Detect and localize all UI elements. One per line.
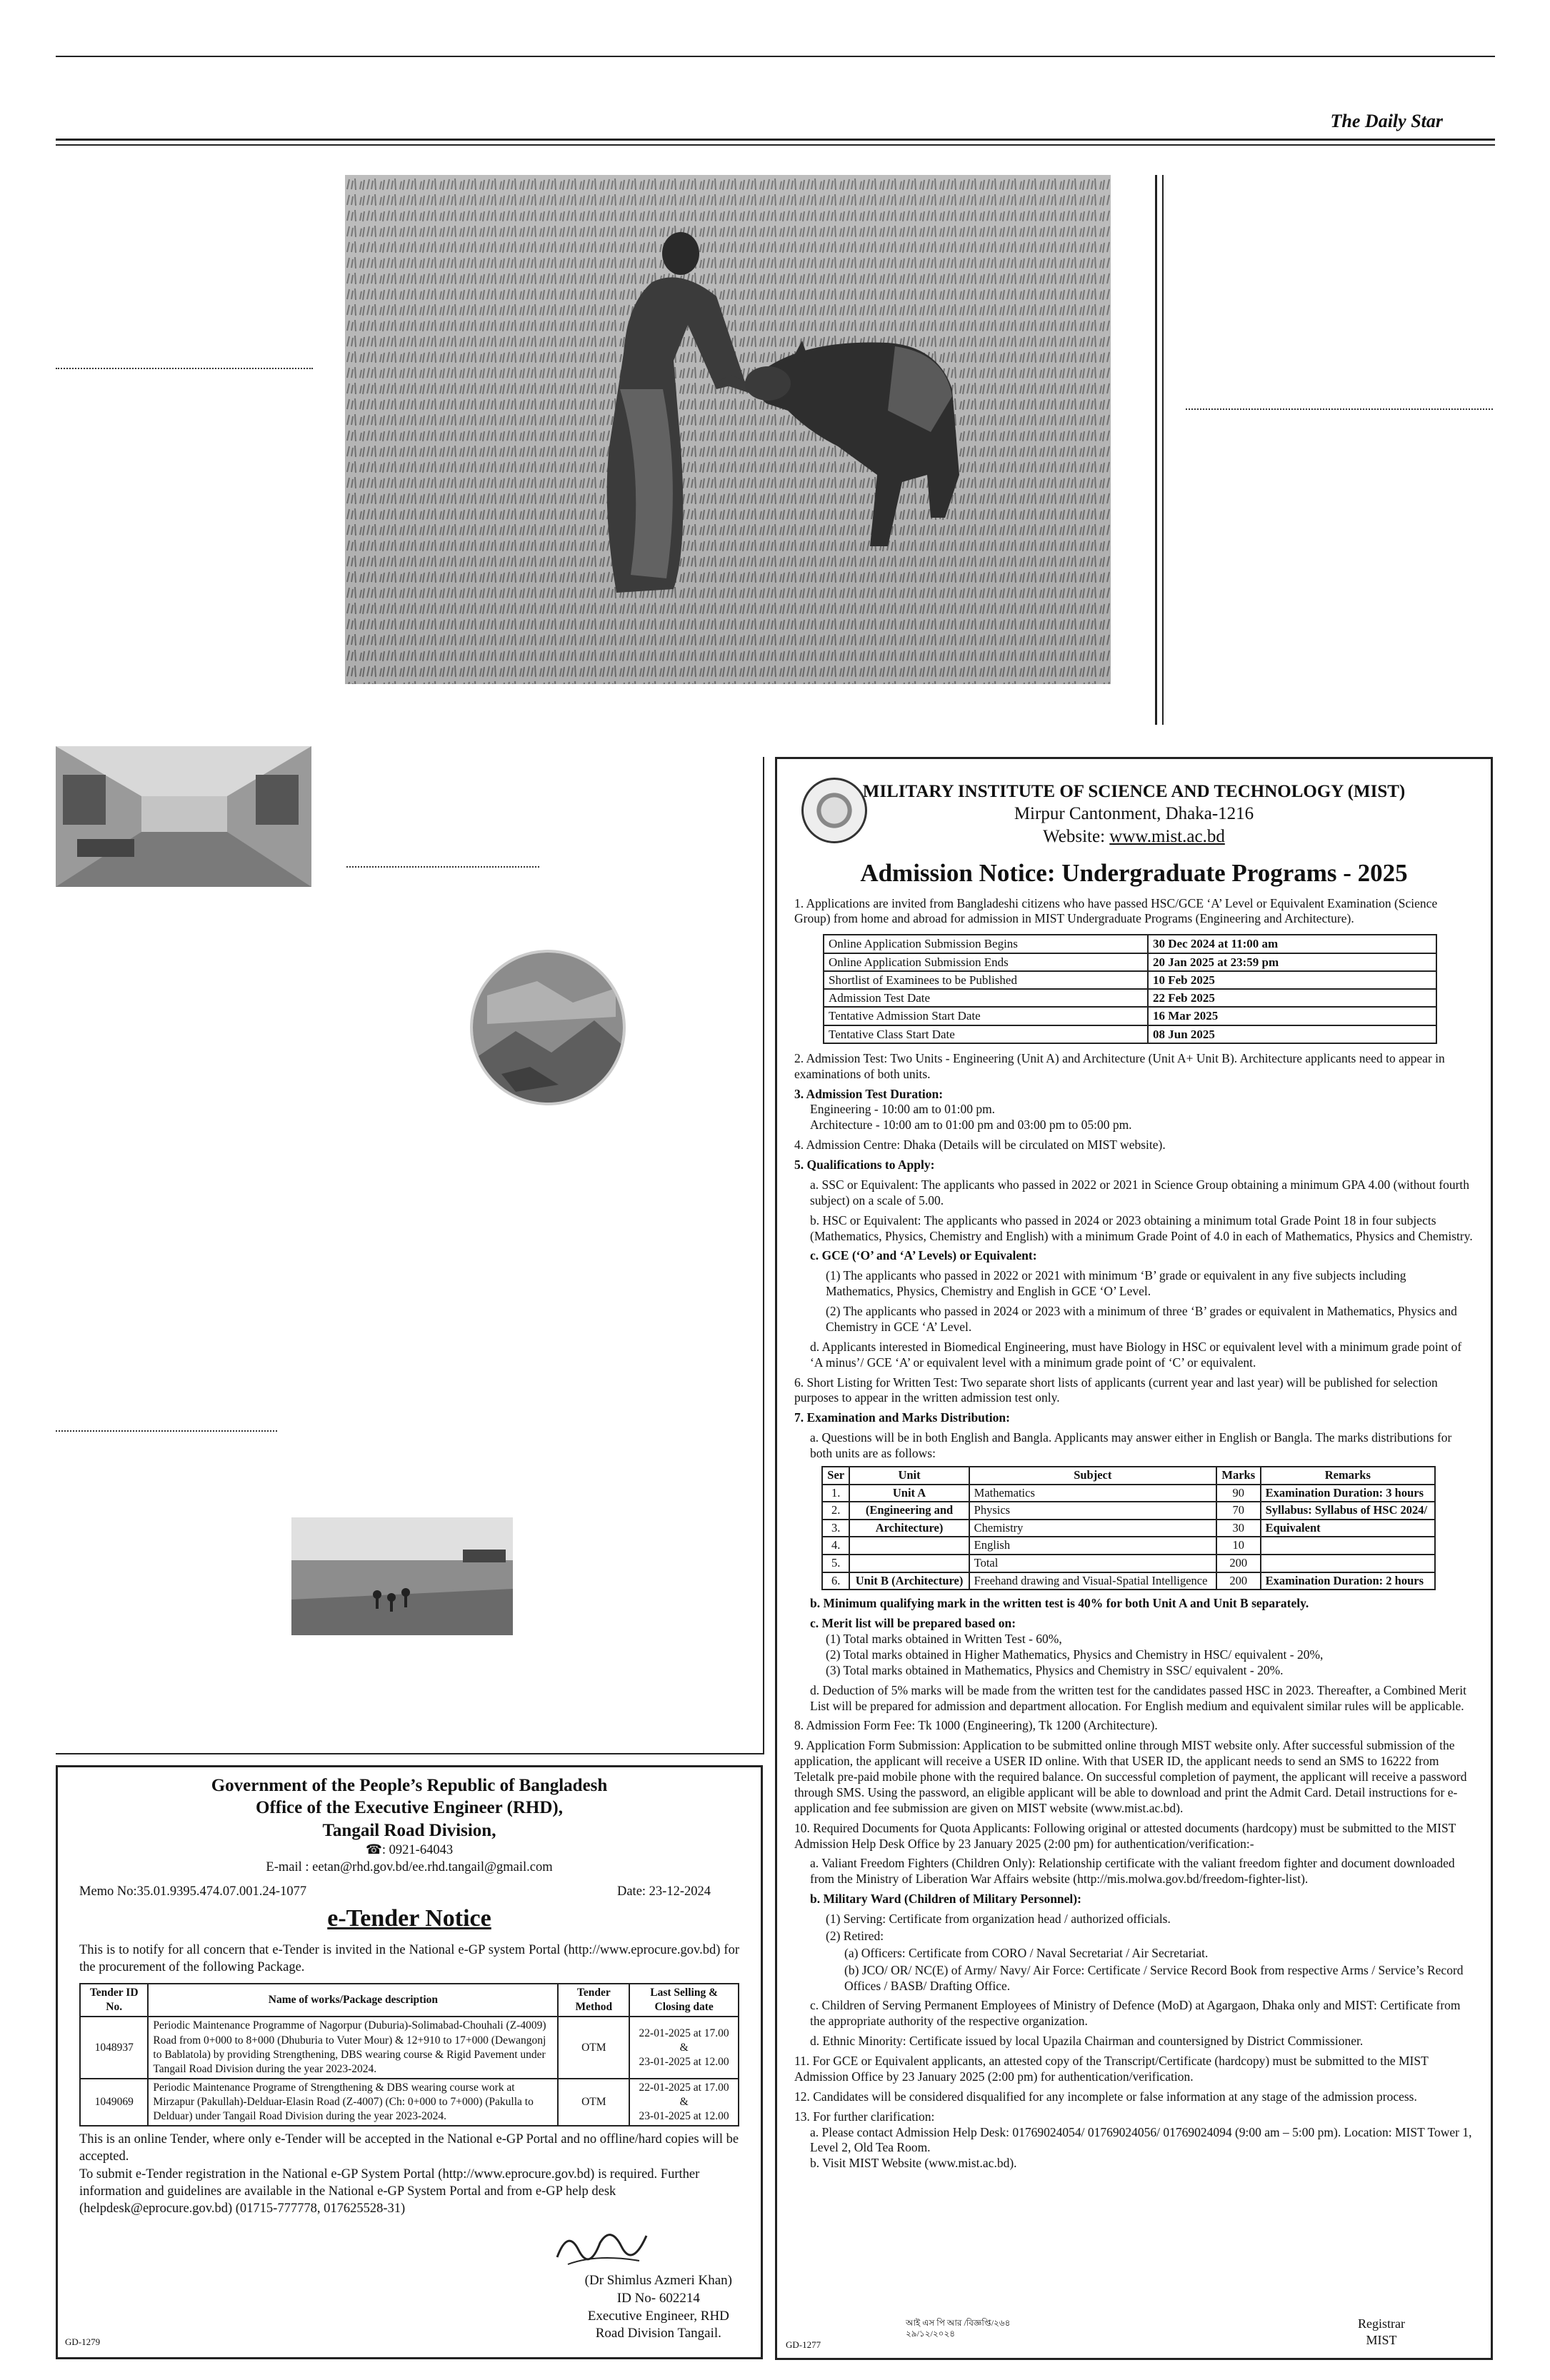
photo-river-bank (291, 1517, 513, 1635)
mist-p11: 11. For GCE or Equivalent applicants, an attested copy of the Transcript/Certificate (hardcopy) must be submitted to the MIST Admission Office by 23 January 2025 (2:00 pm) for authentication/verification. (794, 2054, 1429, 2084)
marks-header-cell: Marks (1216, 1467, 1261, 1485)
photo-round-ruins (470, 950, 626, 1105)
marks-row (822, 1520, 1435, 1537)
marks-cell: Examination Duration: 3 hours (1261, 1485, 1435, 1502)
mist-p9: 9. Application Form Submission: Application to be submitted online through MIST website only. After successful submission of the application, the applicant will receive a USER ID online. With that USER ID, the applicant needs to send an SMS to 16222 from Teletalk pre-paid mobile phone with the required balance. On successful completion of payment, the applicant will receive a password through SMS. Using the password, an eligible applicant will be able to download and print the Admit Card. Detail instructions for e-application and fee submission are given on MIST website (www.mist.ac.bd). (794, 1738, 1467, 1815)
mist-heading: Admission Notice: Undergraduate Programs - 2025 (860, 858, 1408, 887)
mist-p12: 12. Candidates will be considered disqualified for any incomplete or false information at any stage of the admission process. (794, 2089, 1417, 2104)
schedule-event: Tentative Class Start Date (824, 1025, 1148, 1043)
marks-cell: Architecture) (849, 1520, 969, 1537)
tender-closing-date: 22-01-2025 at 17.00 & 23-01-2025 at 12.00 (629, 2079, 739, 2126)
photo-hospital-corridor (56, 746, 311, 887)
mist-marks-table (821, 1466, 1436, 1590)
schedule-date: 16 Mar 2025 (1148, 1007, 1436, 1025)
mist-p5: 5. Qualifications to Apply: (794, 1158, 935, 1172)
schedule-row (824, 971, 1436, 989)
marks-cell: 1. (822, 1485, 849, 1502)
tender-memo-line (79, 1883, 739, 1900)
marks-row (822, 1555, 1435, 1572)
marks-cell: Mathematics (969, 1485, 1216, 1502)
mist-p7c: c. Merit list will be prepared based on: (810, 1616, 1016, 1631)
schedule-event: Tentative Admission Start Date (824, 1007, 1148, 1025)
tender-date: Date: 23-12-2024 (616, 1884, 711, 1899)
mist-p7: 7. Examination and Marks Distribution: (794, 1410, 1010, 1425)
separator-right-1 (1186, 408, 1493, 410)
mist-p10b2b: (b) JCO/ OR/ NC(E) of Army/ Navy/ Air Force: Certificate / Service Record Book from respective Arms / Service’s Record Offices / BASB/ Drafting Office. (844, 1962, 1464, 1993)
tender-intro: This is to notify for all concern that e-Tender is invited in the National e-GP system Portal (http://www.eprocure.gov.bd) for the procurement of the following Package. (79, 1943, 739, 1975)
mist-gd-number: GD-1277 (786, 2339, 821, 2350)
tender-header-cell: Last Selling & Closing date (629, 1984, 739, 2017)
mist-p5c2: (2) The applicants who passed in 2024 or 2023 with a minimum of three ‘B’ grades or equivalent in Mathematics, Physics and Chemistry in GCE ‘A’ Level. (826, 1304, 1457, 1334)
mist-p3b: Architecture - 10:00 am to 01:00 pm and 03:00 pm to 05:00 pm. (810, 1118, 1132, 1133)
schedule-date: 10 Feb 2025 (1148, 971, 1436, 989)
marks-cell: 10 (1216, 1537, 1261, 1555)
tender-p1: This is an online Tender, where only e-Tender will be accepted in the National e-GP Portal and no offline/hard copies will be accepted. (79, 2132, 739, 2164)
schedule-date: 22 Feb 2025 (1148, 989, 1436, 1007)
schedule-row (824, 1025, 1436, 1043)
marks-cell (1261, 1555, 1435, 1572)
mist-p10c: c. Children of Serving Permanent Employees of Ministry of Defence (MoD) at Agargaon, Dhaka only and MIST: Certificate from the appropriate authority of the respective organization. (810, 1998, 1461, 2029)
separator-left-1 (56, 368, 313, 369)
mist-p10: 10. Required Documents for Quota Applicants: Following original or attested documents (hardcopy) must be submitted to the MIST Admission Help Desk Office by 23 January 2025 (2:00 pm) for authentication/verification:- (794, 1820, 1456, 1851)
marks-cell: 3. (822, 1520, 849, 1537)
tender-p2: To submit e-Tender registration in the National e-GP System Portal (http://www.eprocure.gov.bd) is required. Further information and guidelines are available in the National e-GP System Portal and from e-GP help desk (helpdesk@eprocure.gov.bd) (01715-777778, 017625528-31) (79, 2166, 700, 2216)
tender-id: 1048937 (80, 2017, 148, 2079)
tender-gd-number: GD-1279 (65, 2336, 101, 2348)
schedule-row (824, 989, 1436, 1007)
mist-address: Mirpur Cantonment, Dhaka-1216 (1014, 804, 1254, 824)
tender-row (80, 2017, 739, 2079)
mist-p10b2a: (a) Officers: Certificate from CORO / Naval Secretariat / Air Secretariat. (844, 1945, 1209, 1960)
mist-p4: 4. Admission Centre: Dhaka (Details will be circulated on MIST website). (794, 1138, 1166, 1153)
mist-p5b: b. HSC or Equivalent: The applicants who passed in 2024 or 2023 obtaining a minimum total Grade Point 18 in four subjects (Mathematics, Physics, Chemistry and English) with a minimum Grade Point of 4.0 in each of Mathematics, Physics and Chemistry. (810, 1212, 1473, 1243)
mist-p6: 6. Short Listing for Written Test: Two separate short lists of applicants (current year and last year) will be published for selection purposes to appear in the written admission test only. (794, 1375, 1438, 1405)
mist-p1: 1. Applications are invited from Bangladeshi citizens who have passed HSC/GCE ‘A’ Level or Equivalent Examination (Science Group) from home and abroad for admission in MIST Undergraduate Programs (Engineering and Architecture). (794, 895, 1438, 926)
mist-p2: 2. Admission Test: Two Units - Engineering (Unit A) and Architecture (Unit A+ Unit B). Architecture applicants need to appear in examinations of both units. (794, 1050, 1445, 1081)
tender-title: e-Tender Notice (327, 1904, 491, 1932)
tender-table (79, 1983, 739, 2127)
marks-cell: Equivalent (1261, 1520, 1435, 1537)
marks-row (822, 1572, 1435, 1590)
mist-p7b: b. Minimum qualifying mark in the written test is 40% for both Unit A and Unit B separately. (810, 1596, 1309, 1611)
mist-p7a: a. Questions will be in both English and Bangla. Applicants may answer either in English or Bangla. The marks distributions for both units are as follows: (810, 1430, 1452, 1460)
mist-p10b: b. Military Ward (Children of Military Personnel): (810, 1892, 1081, 1907)
marks-cell: 2. (822, 1502, 849, 1520)
mist-p10a: a. Valiant Freedom Fighters (Children Only): Relationship certificate with the valiant freedom fighter and document downloaded from the Ministry of Liberation War Affairs website (http://mis.molwa.gov.bd/freedom-fighter-list). (810, 1856, 1455, 1887)
mist-p5c1: (1) The applicants who passed in 2022 or 2021 with minimum ‘B’ grade or equivalent in any five subjects including Mathematics, Physics, Chemistry and English in GCE ‘O’ Level. (826, 1268, 1406, 1299)
mist-website-link[interactable]: www.mist.ac.bd (1109, 826, 1225, 846)
tender-header-cell: Name of works/Package description (148, 1984, 558, 2017)
marks-row (822, 1485, 1435, 1502)
marks-cell: Physics (969, 1502, 1216, 1520)
right-column-rule-2 (1162, 175, 1164, 725)
tender-signatory: (Dr Shimlus Azmeri Khan) ID No- 602214 Executive Engineer, RHD Road Division Tangail. (584, 2273, 732, 2341)
marks-cell: 6. (822, 1572, 849, 1590)
tender-method: OTM (558, 2017, 629, 2079)
tender-closing-date: 22-01-2025 at 17.00 & 23-01-2025 at 12.00 (629, 2017, 739, 2079)
left-bottom-rule (56, 1753, 764, 1754)
mist-p3a: Engineering - 10:00 am to 01:00 pm. (810, 1102, 996, 1117)
marks-cell: 70 (1216, 1502, 1261, 1520)
schedule-event: Online Application Submission Begins (824, 935, 1148, 953)
mist-header (794, 780, 1474, 848)
marks-cell: English (969, 1537, 1216, 1555)
marks-cell: 200 (1216, 1572, 1261, 1590)
top-rule (56, 56, 1495, 57)
tender-id: 1049069 (80, 2079, 148, 2126)
separator-mid-1 (346, 866, 539, 868)
mist-ispr-ref: আই এস পি আর /বিজ্ঞপ্তি/২৬৪ ২৯/১২/২০২৪ (906, 2318, 1011, 2339)
schedule-event: Admission Test Date (824, 989, 1148, 1007)
marks-header-cell: Unit (849, 1467, 969, 1485)
schedule-row (824, 935, 1436, 953)
marks-cell: 5. (822, 1555, 849, 1572)
masthead: The Daily Star (1330, 111, 1443, 131)
marks-cell: Chemistry (969, 1520, 1216, 1537)
mist-seal-icon (801, 778, 867, 843)
masthead-rule-1 (56, 139, 1495, 141)
marks-cell: Examination Duration: 2 hours (1261, 1572, 1435, 1590)
marks-cell: 30 (1216, 1520, 1261, 1537)
mist-p5c: c. GCE (‘O’ and ‘A’ Levels) or Equivalent: (810, 1248, 1037, 1263)
marks-cell (849, 1537, 969, 1555)
tender-phone: ☎: 0921-64043 (365, 1842, 454, 1857)
mid-vertical-rule (763, 757, 764, 1753)
schedule-row (824, 1007, 1436, 1025)
marks-cell: Freehand drawing and Visual-Spatial Intelligence (969, 1572, 1216, 1590)
tender-email: E-mail : eetan@rhd.gov.bd/ee.rhd.tangail@gmail.com (266, 1859, 553, 1874)
mist-p10b1: (1) Serving: Certificate from organization head / authorized officials. (826, 1912, 1171, 1926)
marks-cell: (Engineering and (849, 1502, 969, 1520)
mist-p7c3: (3) Total marks obtained in Mathematics, Physics and Chemistry in SSC/ equivalent - 20%. (826, 1662, 1284, 1677)
tender-method: OTM (558, 2079, 629, 2126)
masthead-rule-2 (56, 144, 1495, 146)
mist-p5d: d. Applicants interested in Biomedical Engineering, must have Biology in HSC or equivalent level with a minimum grade point of ‘A minus’/ GCE ‘A’ or equivalent level with a minimum grade point of ‘C’ or equivalent. (810, 1339, 1462, 1370)
mist-p13b: b. Visit MIST Website (www.mist.ac.bd). (810, 2156, 1017, 2171)
mist-p7c2: (2) Total marks obtained in Higher Mathematics, Physics and Chemistry in HSC/ equivalent - 20%, (826, 1647, 1324, 1662)
marks-row (822, 1502, 1435, 1520)
tender-header-cell: Tender Method (558, 1984, 629, 2017)
marks-cell: Unit A (849, 1485, 969, 1502)
mist-p13a: a. Please contact Admission Help Desk: 01769024054/ 01769024056/ 01769024094 (9:00 am – 5:00 pm). Location: MIST Tower 1, Level 2, Old Tea Room. (810, 2124, 1472, 2155)
marks-header-cell: Subject (969, 1467, 1216, 1485)
mist-website-line: Website: www.mist.ac.bd (1043, 826, 1225, 846)
mist-p7c1: (1) Total marks obtained in Written Test - 60%, (826, 1632, 1062, 1646)
mist-schedule-table (823, 934, 1437, 1044)
schedule-event: Shortlist of Examinees to be Published (824, 971, 1148, 989)
tender-desc: Periodic Maintenance Programme of Nagorpur (Duburia)-Solimabad-Chouhali (Z-4009) Road from 0+000 to 8+000 (Dhuburia to Vuter Mour) & 12+910 to 17+000 (Dewangonj to Bablatola) by providing Strengthening, DBS wearing course & Rigid Pavement under Tangail Road Division during the year 2023-2024. (148, 2017, 558, 2079)
mist-p13: 13. For further clarification: (794, 2109, 935, 2124)
marks-cell: 200 (1216, 1555, 1261, 1572)
marks-cell (849, 1555, 969, 1572)
marks-header-cell: Remarks (1261, 1467, 1435, 1485)
mist-p7d: d. Deduction of 5% marks will be made from the written test for the candidates passed HSC in 2023. Thereafter, a Combined Merit List will be prepared for admission and department allocation. For English medium and equivalent similar rules will be applicable. (810, 1682, 1466, 1713)
schedule-row (824, 953, 1436, 971)
mist-p8: 8. Admission Form Fee: Tk 1000 (Engineering), Tk 1200 (Architecture). (794, 1718, 1158, 1733)
schedule-event: Online Application Submission Ends (824, 953, 1148, 971)
tender-office-heading: Office of the Executive Engineer (RHD), (256, 1798, 563, 1818)
tender-desc: Periodic Maintenance Programe of Strengthening & DBS wearing course work at Mirzapur (Pakullah)-Delduar-Elasin Road (Z-4007) (Ch: 0+000 to 7+000) (Pakulla to Delduar) under Tangail Road Division during the year 2023-2024. (148, 2079, 558, 2126)
mist-registrar: Registrar MIST (1358, 2316, 1405, 2347)
mist-p3: 3. Admission Test Duration: (794, 1086, 944, 1101)
main-photo-woman-with-calf (345, 175, 1111, 684)
separator-left-2 (56, 1430, 277, 1432)
tender-gov-heading: Government of the People’s Republic of Bangladesh (211, 1776, 608, 1795)
marks-row (822, 1537, 1435, 1555)
tender-division-heading: Tangail Road Division, (322, 1820, 496, 1840)
mist-p10d: d. Ethnic Minority: Certificate issued by local Upazila Chairman and countersigned by District Commissioner. (810, 2034, 1364, 2049)
mist-title: MILITARY INSTITUTE OF SCIENCE AND TECHNOLOGY (MIST) (862, 782, 1406, 801)
schedule-date: 30 Dec 2024 at 11:00 am (1148, 935, 1436, 953)
tender-row (80, 2079, 739, 2126)
marks-cell: Syllabus: Syllabus of HSC 2024/ (1261, 1502, 1435, 1520)
mist-p5a: a. SSC or Equivalent: The applicants who passed in 2022 or 2021 in Science Group obtaining a minimum GPA 4.00 (without fourth subject) on a scale of 5.00. (810, 1177, 1470, 1207)
marks-cell: 90 (1216, 1485, 1261, 1502)
marks-cell: 4. (822, 1537, 849, 1555)
tender-memo: Memo No:35.01.9395.474.07.001.24-1077 (79, 1884, 307, 1899)
marks-cell (1261, 1537, 1435, 1555)
marks-cell: Unit B (Architecture) (849, 1572, 969, 1590)
schedule-date: 20 Jan 2025 at 23:59 pm (1148, 953, 1436, 971)
tender-signature-icon (554, 2221, 654, 2271)
marks-cell: Total (969, 1555, 1216, 1572)
mist-p10b2: (2) Retired: (826, 1928, 884, 1943)
rhd-etender-notice (56, 1765, 763, 2359)
marks-header-cell: Ser (822, 1467, 849, 1485)
tender-header-cell: Tender ID No. (80, 1984, 148, 2017)
mist-admission-notice (775, 757, 1493, 2360)
schedule-date: 08 Jun 2025 (1148, 1025, 1436, 1043)
right-column-rule (1155, 175, 1157, 725)
